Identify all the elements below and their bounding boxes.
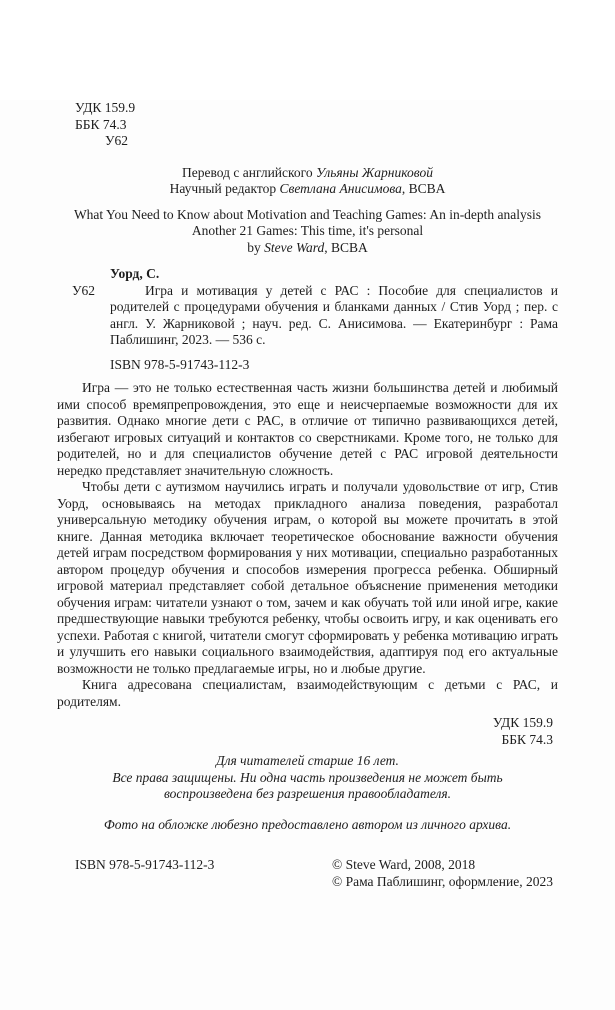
photo-credit-notice: Фото на обложке любезно предоставлено автором из личного архива. xyxy=(103,816,512,832)
udk-code-bottom: УДК 159.9 xyxy=(492,715,553,730)
bbk-code: ББК 74.3 xyxy=(75,116,127,132)
udk-code: УДК 159.9 xyxy=(75,100,136,115)
imprint-footer xyxy=(75,857,553,890)
catalog-row xyxy=(72,283,558,349)
copyright-author-line: © Steve Ward, 2008, 2018 xyxy=(331,857,476,872)
author-sign-code: У62 xyxy=(105,133,129,148)
translator-name: Ульяны Жарниковой xyxy=(315,164,433,180)
original-title-line2: Another 21 Games: This time, it's personal xyxy=(191,223,424,238)
translation-prefix: Перевод с английского xyxy=(182,164,316,180)
original-title-line1: What You Need to Know about Motivation and Teaching Games: An in-depth analysis xyxy=(73,206,542,222)
byline-suffix: , BCBA xyxy=(324,239,368,255)
editor-credit-line xyxy=(0,181,615,198)
isbn-top: ISBN 978-5-91743-112-3 xyxy=(110,356,250,372)
catalog-entry xyxy=(72,266,558,373)
isbn-bottom: ISBN 978-5-91743-112-3 xyxy=(75,857,215,872)
translation-credits xyxy=(0,165,615,198)
catalog-author: Уорд, С. xyxy=(110,266,160,281)
byline-prefix: by xyxy=(247,239,265,255)
rights-notice-line2: воспроизведена без разрешения правообладателя. xyxy=(163,786,452,801)
annotation-block xyxy=(57,380,558,710)
editor-prefix: Научный редактор xyxy=(169,181,280,196)
legal-notices xyxy=(0,753,615,833)
original-byline xyxy=(0,240,615,257)
editor-name: Светлана Анисимова xyxy=(279,181,402,196)
original-title-block xyxy=(0,207,615,257)
translation-credit-line xyxy=(0,165,615,182)
annotation-paragraph-2: Чтобы дети с аутизмом научились играть и получали удовольствие от игр, Стив Уорд, основываясь на методах прикладного анализа поведения, разработал универсальную методику обучения играм, о которой вы можете прочитать в этой книге. Данная методика включает теоретическое обоснование важности обучения детей играм посредством формирования у них мотивации, специально разработанных автором процедур обучения и способов измерения прогресса ребенка. Обширный игровой материал представляет собой детальное объяснение применения методики обучения играм: читатели узнают о том, зачем и как обучать той или иной игре, какие предшествующие навыки требуются ребенку, чтобы освоить игру, и как оценивать его успехи. Работая с книгой, читатели смогут сформировать у ребенка мотивацию играть и улучшить его навыки социального взаимодействия, адаптируя под его актуальные возможности не только предлагаемые игры, но и любые другие. xyxy=(57,479,558,676)
catalog-description: Игра и мотивация у детей с РАС : Пособие для специалистов и родителей с процедурами обучения и бланками данных / Стив Уорд ; пер. с англ. У. Жарниковой ; науч. ред. С. Анисимова. — Екатеринбург : Рама Паблишинг, 2023. — 536 с. xyxy=(110,282,558,347)
annotation-paragraph-3: Книга адресована специалистам, взаимодействующим с детьми с РАС, и родителям. xyxy=(57,677,558,709)
original-author-name: Steve Ward xyxy=(264,239,325,255)
age-restriction-notice: Для читателей старше 16 лет. xyxy=(216,753,399,768)
bbk-code-bottom: ББК 74.3 xyxy=(501,731,553,747)
rights-notice-line1: Все права защищены. Ни одна часть произведения не может быть xyxy=(112,769,503,785)
classification-codes-top xyxy=(75,100,615,150)
classification-codes-bottom xyxy=(0,715,553,748)
editor-suffix: , BCBA xyxy=(401,181,446,196)
catalog-code: У62 xyxy=(72,282,96,298)
book-imprint-page xyxy=(0,100,615,1010)
annotation-paragraph-1: Игра — это не только естественная часть жизни большинства детей и любимый ими способ времяпрепровождения, это еще и неисчерпаемые возможности для их развития. Однако многие дети с РАС, в отличие от типично развивающихся детей, избегают игровых ситуаций и контактов со сверстниками. Кроме того, не только для родителей, но и для специалистов обучение детей с РАС игровой деятельности нередко представляет значительную сложность. xyxy=(57,380,558,478)
copyright-publisher-line: © Рама Паблишинг, оформление, 2023 xyxy=(331,873,553,889)
copyright-block xyxy=(332,857,553,890)
